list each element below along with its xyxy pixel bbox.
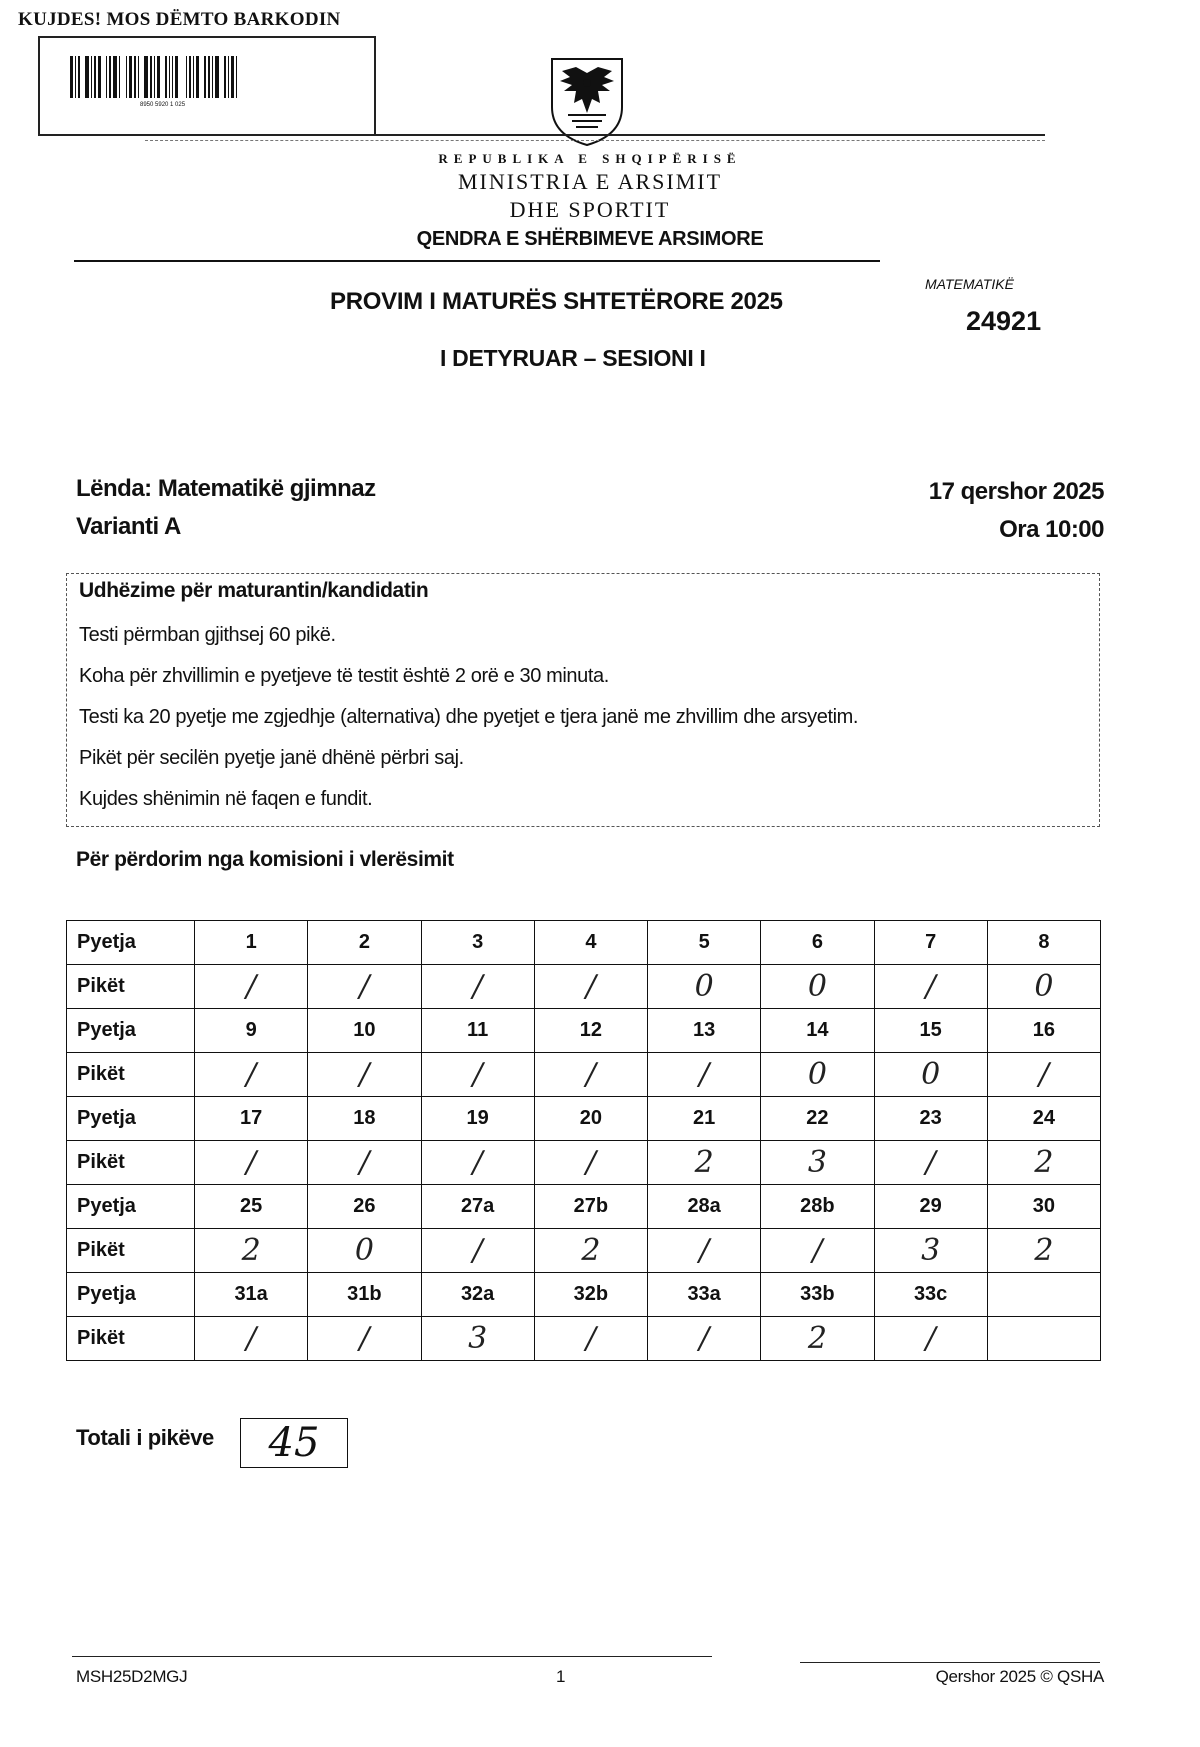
question-number: 25 <box>195 1185 308 1229</box>
committee-label: Për përdorim nga komisioni i vlerësimit <box>76 848 454 871</box>
republic-label: REPUBLIKA E SHQIPËRISË <box>438 151 742 166</box>
handwritten-score: / <box>648 1053 761 1097</box>
divider <box>74 260 880 262</box>
instruction-line: Testi përmban gjithsej 60 pikë. <box>79 624 336 646</box>
handwritten-score <box>987 1317 1100 1361</box>
page-number: 1 <box>556 1667 566 1686</box>
handwritten-score: / <box>308 965 421 1009</box>
handwritten-score: / <box>421 965 534 1009</box>
handwritten-score: 2 <box>648 1141 761 1185</box>
variant-label: Varianti A <box>76 513 181 540</box>
question-number: 10 <box>308 1009 421 1053</box>
question-number: 18 <box>308 1097 421 1141</box>
handwritten-score: 0 <box>308 1229 421 1273</box>
handwritten-score: / <box>648 1229 761 1273</box>
question-row <box>67 921 1101 965</box>
points-row <box>67 1053 1101 1097</box>
barcode-number: 8950 5920 1 025 <box>140 102 186 108</box>
handwritten-score: / <box>648 1317 761 1361</box>
barcode <box>70 56 328 98</box>
question-number <box>987 1273 1100 1317</box>
question-row <box>67 1097 1101 1141</box>
barcode-box <box>38 36 376 136</box>
score-table <box>66 920 1101 1361</box>
handwritten-score: 3 <box>874 1229 987 1273</box>
instruction-line: Pikët për secilën pyetje janë dhënë përbri saj. <box>79 747 464 769</box>
handwritten-score: / <box>421 1229 534 1273</box>
question-number: 33b <box>761 1273 874 1317</box>
question-number: 30 <box>987 1185 1100 1229</box>
exam-title: PROVIM I MATURËS SHTETËRORE 2025 <box>330 288 783 315</box>
question-number: 3 <box>421 921 534 965</box>
handwritten-score: / <box>874 1141 987 1185</box>
question-number: 32a <box>421 1273 534 1317</box>
question-number: 31a <box>195 1273 308 1317</box>
points-row <box>67 1229 1101 1273</box>
total-label: Totali i pikëve <box>76 1425 214 1450</box>
handwritten-score: / <box>195 1317 308 1361</box>
handwritten-score: 0 <box>761 965 874 1009</box>
row-label-question: Pyetja <box>67 1185 195 1229</box>
handwritten-score: 2 <box>195 1229 308 1273</box>
handwritten-score: / <box>195 1141 308 1185</box>
question-number: 32b <box>534 1273 647 1317</box>
question-number: 5 <box>648 921 761 965</box>
total-value: 45 <box>240 1418 348 1468</box>
handwritten-score: / <box>195 1053 308 1097</box>
center-name: QENDRA E SHËRBIMEVE ARSIMORE <box>416 228 764 250</box>
ministry-line-1: MINISTRIA E ARSIMIT <box>457 169 723 194</box>
question-number: 4 <box>534 921 647 965</box>
question-number: 11 <box>421 1009 534 1053</box>
exam-time: Ora 10:00 <box>999 516 1104 543</box>
handwritten-score: 0 <box>648 965 761 1009</box>
question-number: 12 <box>534 1009 647 1053</box>
question-number: 33c <box>874 1273 987 1317</box>
question-number: 24 <box>987 1097 1100 1141</box>
question-number: 17 <box>195 1097 308 1141</box>
row-label-points: Pikët <box>67 1317 195 1361</box>
question-number: 29 <box>874 1185 987 1229</box>
question-number: 1 <box>195 921 308 965</box>
question-number: 7 <box>874 921 987 965</box>
row-label-points: Pikët <box>67 965 195 1009</box>
points-row <box>67 965 1101 1009</box>
row-label-question: Pyetja <box>67 1273 195 1317</box>
question-number: 15 <box>874 1009 987 1053</box>
row-label-points: Pikët <box>67 1141 195 1185</box>
subject-tag: MATEMATIKË <box>925 276 1014 292</box>
footer-rule <box>800 1662 1100 1663</box>
question-number: 33a <box>648 1273 761 1317</box>
instructions-box <box>66 573 1100 827</box>
question-number: 6 <box>761 921 874 965</box>
handwritten-score: / <box>308 1141 421 1185</box>
question-number: 2 <box>308 921 421 965</box>
barcode-warning: KUJDES! MOS DËMTO BARKODIN <box>18 9 341 30</box>
question-number: 23 <box>874 1097 987 1141</box>
question-number: 27b <box>534 1185 647 1229</box>
row-label-question: Pyetja <box>67 1009 195 1053</box>
handwritten-score: 2 <box>761 1317 874 1361</box>
exam-subtitle: I DETYRUAR – SESIONI I <box>440 345 706 371</box>
points-row <box>67 1141 1101 1185</box>
question-number: 28a <box>648 1185 761 1229</box>
handwritten-score: 2 <box>987 1229 1100 1273</box>
instructions-heading: Udhëzime për maturantin/kandidatin <box>79 579 429 602</box>
question-number: 14 <box>761 1009 874 1053</box>
question-number: 19 <box>421 1097 534 1141</box>
handwritten-score: 0 <box>987 965 1100 1009</box>
handwritten-score: / <box>874 965 987 1009</box>
question-number: 8 <box>987 921 1100 965</box>
footer-rule <box>72 1656 712 1657</box>
instruction-line: Kujdes shënimin në faqen e fundit. <box>79 788 373 810</box>
exam-date: 17 qershor 2025 <box>928 478 1104 505</box>
handwritten-score: / <box>195 965 308 1009</box>
question-row <box>67 1273 1101 1317</box>
points-row <box>67 1317 1101 1361</box>
question-row <box>67 1009 1101 1053</box>
subject-label: Lënda: Matematikë gjimnaz <box>76 475 376 502</box>
question-number: 21 <box>648 1097 761 1141</box>
handwritten-score: / <box>987 1053 1100 1097</box>
row-label-question: Pyetja <box>67 921 195 965</box>
question-number: 13 <box>648 1009 761 1053</box>
handwritten-score: / <box>874 1317 987 1361</box>
handwritten-score: / <box>761 1229 874 1273</box>
handwritten-score: / <box>534 965 647 1009</box>
handwritten-score: / <box>421 1053 534 1097</box>
question-number: 22 <box>761 1097 874 1141</box>
ministry-line-2: DHE SPORTIT <box>509 197 671 222</box>
header-rule-dashed <box>145 140 1045 141</box>
question-number: 27a <box>421 1185 534 1229</box>
row-label-points: Pikët <box>67 1229 195 1273</box>
header-rule <box>145 134 1045 136</box>
handwritten-score: / <box>308 1317 421 1361</box>
question-number: 9 <box>195 1009 308 1053</box>
exam-code: 24921 <box>966 306 1042 336</box>
handwritten-score: 0 <box>761 1053 874 1097</box>
handwritten-score: / <box>308 1053 421 1097</box>
handwritten-score: 2 <box>534 1229 647 1273</box>
handwritten-score: / <box>421 1141 534 1185</box>
handwritten-score: / <box>534 1141 647 1185</box>
row-label-question: Pyetja <box>67 1097 195 1141</box>
handwritten-score: 0 <box>874 1053 987 1097</box>
handwritten-score: 2 <box>987 1141 1100 1185</box>
question-number: 20 <box>534 1097 647 1141</box>
footer-copyright: Qershor 2025 © QSHA <box>935 1667 1104 1686</box>
handwritten-score: 3 <box>421 1317 534 1361</box>
question-number: 28b <box>761 1185 874 1229</box>
handwritten-score: / <box>534 1053 647 1097</box>
handwritten-score: / <box>534 1317 647 1361</box>
question-row <box>67 1185 1101 1229</box>
instruction-line: Koha për zhvillimin e pyetjeve të testit është 2 orë e 30 minuta. <box>79 665 609 687</box>
question-number: 26 <box>308 1185 421 1229</box>
question-number: 31b <box>308 1273 421 1317</box>
footer-code: MSH25D2MGJ <box>76 1667 188 1686</box>
question-number: 16 <box>987 1009 1100 1053</box>
handwritten-score: 3 <box>761 1141 874 1185</box>
instruction-line: Testi ka 20 pyetje me zgjedhje (alternativa) dhe pyetjet e tjera janë me zhvillim dhe arsyetim. <box>79 706 859 728</box>
row-label-points: Pikët <box>67 1053 195 1097</box>
